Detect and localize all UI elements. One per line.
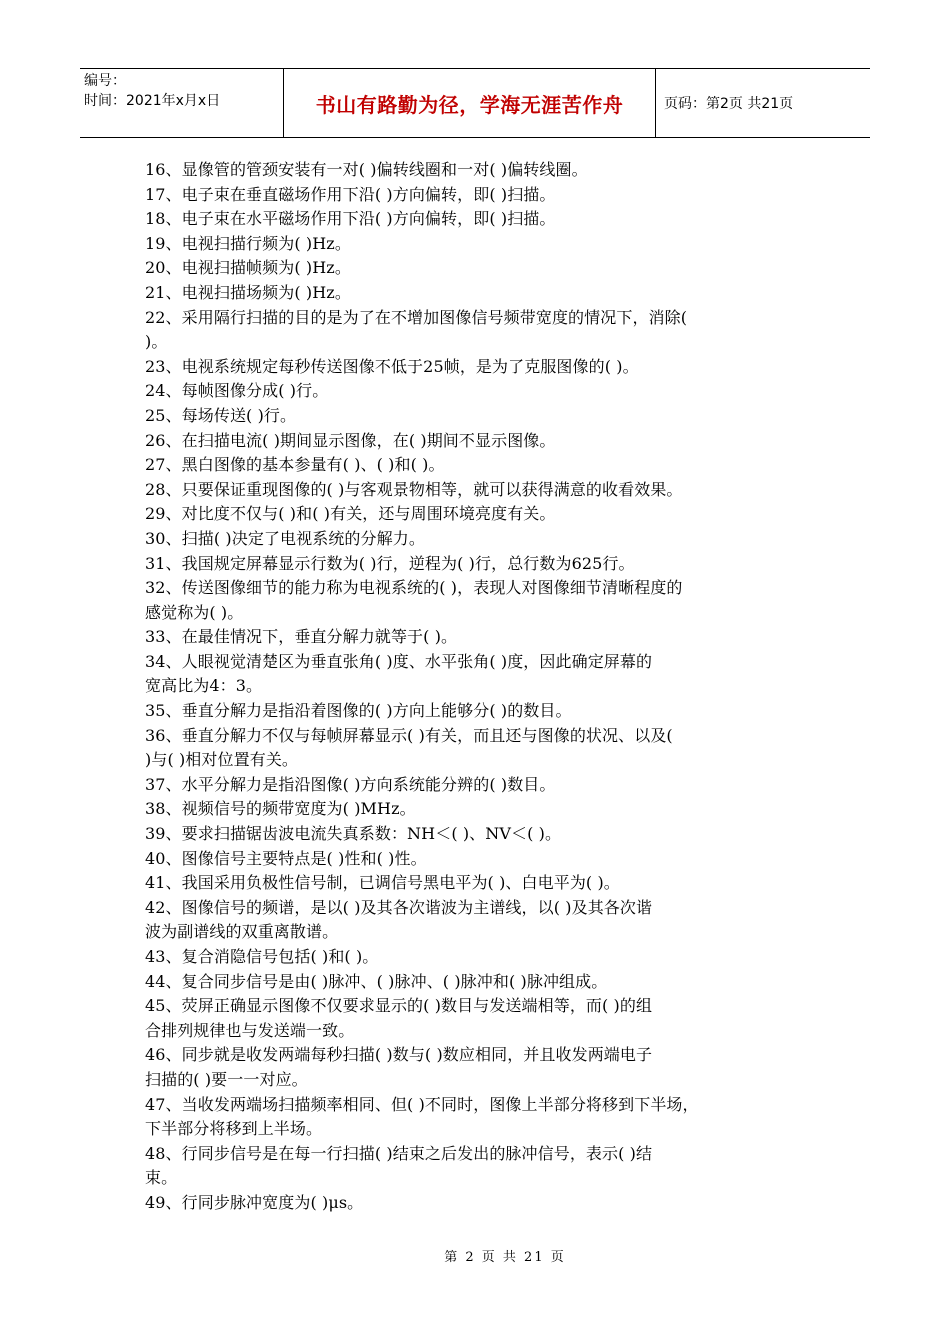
question-line: )与( )相对位置有关。 [145, 750, 299, 770]
question-line: 41、我国采用负极性信号制，已调信号黑电平为( )、白电平为( )。 [145, 873, 620, 893]
question-line: 合排列规律也与发送端一致。 [145, 1020, 355, 1040]
question-line: 16、显像管的管颈安装有一对( )偏转线圈和一对( )偏转线圈。 [145, 160, 588, 179]
question-line: 39、要求扫描锯齿波电流失真系数：NH＜( )、NV＜( )。 [145, 824, 562, 844]
question-line: 36、垂直分解力不仅与每帧屏幕显示( )有关，而且还与图像的状况、以及( [145, 725, 673, 745]
question-line: 波为副谱线的双重离散谱。 [145, 922, 339, 942]
question-line: 19、电视扫描行频为( )Hz。 [145, 233, 351, 253]
header-page-info: 页码：第2页 共21页 [664, 96, 794, 112]
question-line: 49、行同步脉冲宽度为( )μs。 [145, 1192, 364, 1212]
question-line: 46、同步就是收发两端每秒扫描( )数与( )数应相同，并且收发两端电子 [145, 1045, 653, 1065]
question-line: 29、对比度不仅与( )和( )有关，还与周围环境亮度有关。 [145, 504, 556, 524]
question-line: 33、在最佳情况下，垂直分解力就等于( )。 [145, 627, 458, 647]
question-line: 21、电视扫描场频为( )Hz。 [145, 282, 351, 302]
question-line: 22、采用隔行扫描的目的是为了在不增加图像信号频带宽度的情况下，消除( [145, 307, 688, 327]
question-line: 48、行同步信号是在每一行扫描( )结束之后发出的脉冲信号，表示( )结 [145, 1143, 653, 1163]
header-motto-cell [283, 69, 656, 137]
question-line: 32、传送图像细节的能力称为电视系统的( )，表现人对图像细节清晰程度的 [145, 578, 683, 598]
header-motto: 书山有路勤为径，学海无涯苦作舟 [315, 92, 624, 117]
question-line: 27、黑白图像的基本参量有( )、( )和( )。 [145, 455, 445, 475]
question-line: 宽高比为4：3。 [145, 676, 263, 696]
question-line: 44、复合同步信号是由( )脉冲、( )脉冲、( )脉冲和( )脉冲组成。 [145, 971, 608, 991]
question-line: )。 [145, 332, 168, 352]
question-line: 42、图像信号的频谱，是以( )及其各次谐波为主谱线，以( )及其各次谐 [145, 897, 653, 917]
question-line: 28、只要保证重现图像的( )与客观景物相等，就可以获得满意的收看效果。 [145, 479, 683, 499]
question-line: 35、垂直分解力是指沿着图像的( )方向上能够分( )的数目。 [145, 701, 572, 721]
question-line: 34、人眼视觉清楚区为垂直张角( )度、水平张角( )度，因此确定屏幕的 [145, 651, 653, 671]
question-line: 扫描的( )要一一对应。 [145, 1069, 308, 1089]
question-line: 束。 [145, 1168, 178, 1188]
question-line: 47、当收发两端场扫描频率相同、但( )不同时，图像上半部分将移到下半场， [145, 1094, 699, 1114]
header-meta [80, 69, 283, 137]
doc-number-label: 编号： [84, 73, 126, 89]
header-page-info-cell [656, 69, 870, 137]
question-line: 40、图像信号主要特点是( )性和( )性。 [145, 848, 427, 868]
question-line: 下半部分将移到上半场。 [145, 1119, 323, 1139]
question-line: 17、电子束在垂直磁场作用下沿( )方向偏转，即( )扫描。 [145, 184, 556, 204]
question-line: 23、电视系统规定每秒传送图像不低于25帧，是为了克服图像的( )。 [145, 356, 639, 376]
question-line: 20、电视扫描帧频为( )Hz。 [145, 258, 351, 278]
question-line: 26、在扫描电流( )期间显示图像，在( )期间不显示图像。 [145, 430, 556, 450]
page-footer: 第 2 页 共 21 页 [444, 1250, 566, 1265]
question-line: 24、每帧图像分成( )行。 [145, 381, 329, 401]
doc-date-label: 时间：2021年x月x日 [84, 93, 221, 109]
question-line: 45、荧屏正确显示图像不仅要求显示的( )数目与发送端相等，而( )的组 [145, 996, 653, 1016]
question-line: 38、视频信号的频带宽度为( )MHz。 [145, 799, 416, 819]
question-line: 37、水平分解力是指沿图像( )方向系统能分辨的( )数目。 [145, 774, 556, 794]
question-list [145, 158, 805, 1216]
question-line: 30、扫描( )决定了电视系统的分解力。 [145, 528, 425, 548]
question-line: 25、每场传送( )行。 [145, 405, 297, 425]
page-header [80, 68, 870, 138]
question-line: 感觉称为( )。 [145, 602, 244, 622]
question-line: 43、复合消隐信号包括( )和( )。 [145, 947, 379, 966]
question-line: 18、电子束在水平磁场作用下沿( )方向偏转，即( )扫描。 [145, 209, 556, 229]
question-line: 31、我国规定屏幕显示行数为( )行，逆程为( )行，总行数为625行。 [145, 553, 635, 573]
